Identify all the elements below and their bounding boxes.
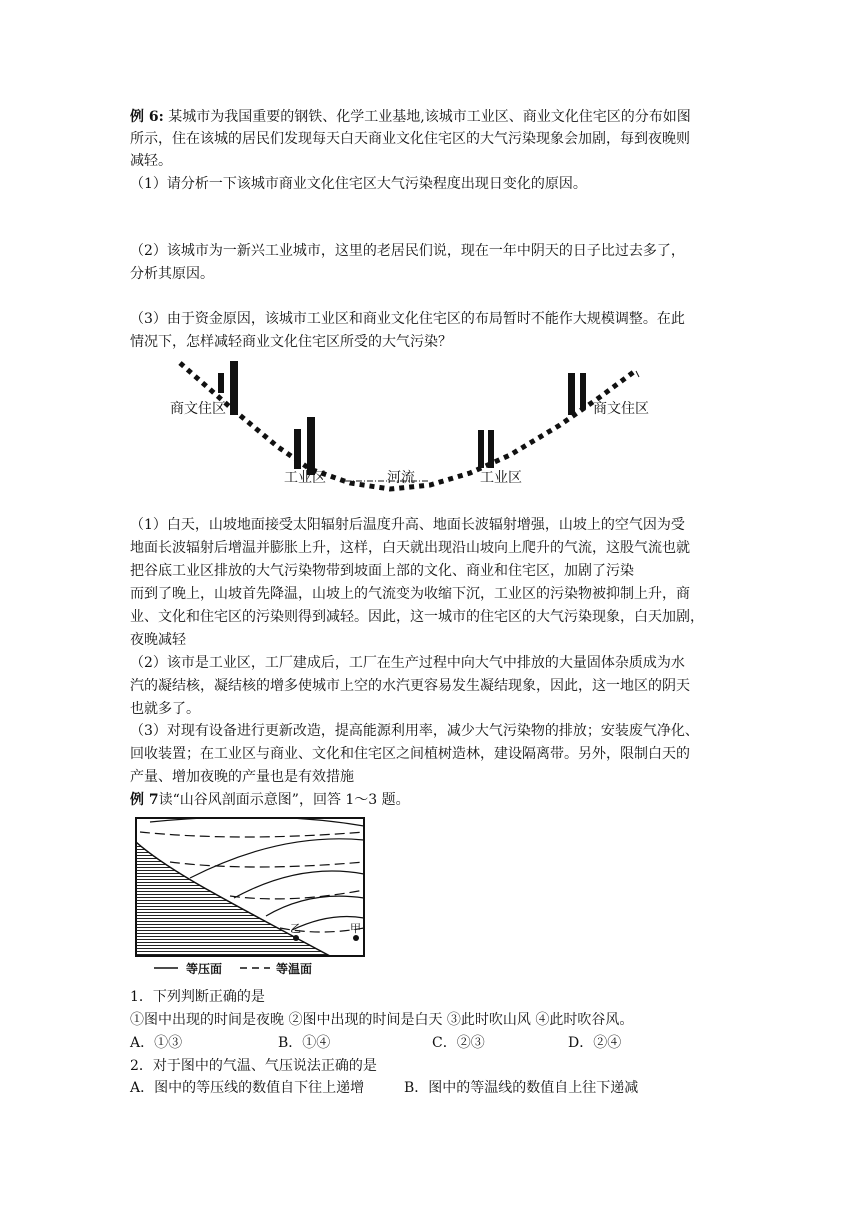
ex6-intro-line1	[130, 106, 691, 128]
point-jia-label: 甲	[350, 922, 361, 935]
ex6-intro-line3: 减轻。	[130, 153, 172, 169]
ex7-label: 例 7	[130, 792, 159, 808]
right-industrial-label: 工业区	[480, 470, 522, 486]
right-industrial-building-a	[478, 430, 484, 468]
legend-isobar-label: 等压面	[186, 962, 223, 976]
left-industrial-building-tall	[307, 417, 315, 475]
point-yi-label: 乙	[290, 922, 301, 935]
left-residential-building-tall	[230, 361, 238, 415]
right-residential-label: 商文住区	[593, 401, 649, 417]
slope-end-tick	[636, 371, 639, 377]
ex6-intro-text1: 某城市为我国重要的钢铁、化学工业基地,该城市工业区、商业文化住宅区的分布如图	[168, 109, 691, 125]
ex6-answer-3-line3: 产量、增加夜晚的产量也是有效措施	[130, 769, 354, 785]
point-jia-dot	[353, 935, 359, 941]
ex6-question-2-line2: 分析其原因。	[130, 266, 214, 282]
ex6-answer-1-line5: 业、文化和住宅区的污染则得到减轻。因此，这一城市的住宅区的大气污染现象，白天加剧，	[130, 609, 704, 625]
valley-city-figure	[160, 355, 660, 505]
ex6-answer-3-line1: （3）对现有设备进行更新改造，提高能源利用率，减少大气污染物的排放；安装废气净化、	[130, 723, 699, 739]
ex7-q1-option-a: A．①③	[130, 1035, 183, 1051]
ex7-q1-option-b: B．①④	[278, 1035, 331, 1051]
ex7-q1-option-c: C．②③	[432, 1035, 485, 1051]
ex6-answer-1-line3: 把谷底工业区排放的大气污染物带到坡面上部的文化、商业和住宅区，加剧了污染	[130, 563, 634, 579]
ex6-question-3-line1: （3）由于资金原因，该城市工业区和商业文化住宅区的布局暂时不能作大规模调整。在此	[130, 311, 685, 327]
ex6-answer-3-line2: 回收装置；在工业区与商业、文化和住宅区之间植树造林，建设隔离带。另外，限制白天的	[130, 746, 690, 762]
ex6-answer-2-line3: 也就多了。	[130, 701, 200, 717]
right-residential-building-a	[568, 373, 575, 415]
ex7-question-1: 1．下列判断正确的是	[130, 989, 265, 1005]
ex6-question-1: （1）请分析一下该城市商业文化住宅区大气污染程度出现日变化的原因。	[130, 176, 587, 192]
ex7-q2-option-a: A．图中的等压线的数值自下往上递增	[130, 1080, 365, 1096]
ex6-answer-2-line1: （2）该市是工业区，工厂建成后，工厂在生产过程中向大气中排放的大量固体杂质成为水	[130, 655, 685, 671]
ex6-label: 例 6:	[130, 109, 164, 125]
left-residential-building-short	[218, 373, 224, 393]
ex6-answer-1-line2: 地面长波辐射后增温并膨胀上升，这样，白天就出现沿山坡向上爬升的气流，这股气流也就	[130, 540, 690, 556]
ex6-answer-1-line4: 而到了晚上，山坡首先降温，山坡上的气流变为收缩下沉，工业区的污染物被抑制上升，商	[130, 586, 690, 602]
ex6-intro-line2: 所示，住在该城的居民们发现每天白天商业文化住宅区的大气污染现象会加剧，每到夜晚则	[130, 131, 690, 147]
left-industrial-label: 工业区	[284, 470, 326, 486]
ex7-intro-text: 读“山谷风剖面示意图”，回答 1～3 题。	[158, 792, 410, 808]
left-residential-label: 商文住区	[170, 401, 226, 417]
ex7-q1-option-d: D．②④	[568, 1035, 622, 1051]
left-industrial-building-short	[294, 429, 301, 469]
mountain-valley-wind-figure	[130, 812, 370, 982]
ex6-answer-2-line2: 汽的凝结核，凝结核的增多使城市上空的水汽更容易发生凝结现象，因此，这一地区的阴天	[130, 678, 690, 694]
right-industrial-building-b	[488, 430, 494, 468]
legend-isotherm-label: 等温面	[276, 962, 313, 976]
right-residential-building-b	[580, 373, 586, 409]
ex6-question-2-line1: （2）该城市为一新兴工业城市，这里的老居民们说，现在一年中阴天的日子比过去多了，	[130, 243, 685, 259]
ex7-question-1-statements: ①图中出现的时间是夜晚 ②图中出现的时间是白天 ③此时吹山风 ④此时吹谷风。	[130, 1012, 634, 1028]
ex6-question-3-line2: 情况下，怎样减轻商业文化住宅区所受的大气污染？	[130, 334, 452, 350]
ex7-question-2: 2．对于图中的气温、气压说法正确的是	[130, 1058, 377, 1074]
ex6-answer-1-line6: 夜晚减轻	[130, 632, 186, 648]
ex6-answer-1-line1: （1）白天，山坡地面接受太阳辐射后温度升高、地面长波辐射增强，山坡上的空气因为受	[130, 517, 685, 533]
river-label: 河流	[387, 470, 415, 486]
ex7-q2-option-b: B．图中的等温线的数值自上往下递减	[404, 1080, 639, 1096]
point-yi-dot	[293, 935, 299, 941]
ex7-intro	[130, 789, 410, 811]
